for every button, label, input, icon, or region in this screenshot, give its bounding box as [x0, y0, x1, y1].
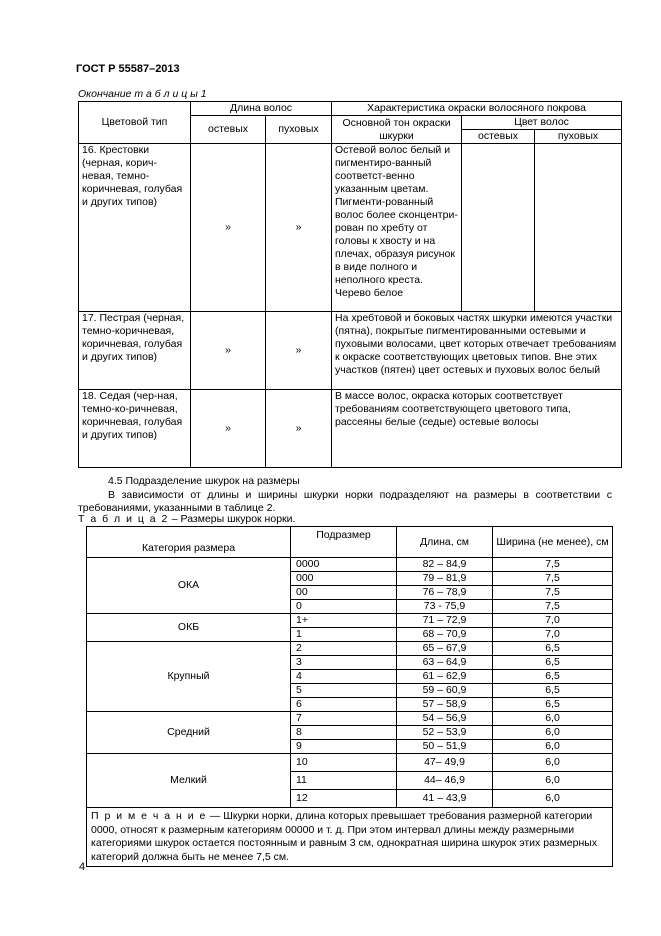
table1 [78, 101, 622, 468]
table2-caption [78, 513, 295, 525]
size-row [87, 712, 613, 726]
subsize-cell: 8 [291, 726, 397, 740]
header-base-tone: Основной тон окраски шкурки [332, 116, 462, 144]
width-cell: 7,5 [493, 600, 613, 614]
subsize-cell: 2 [291, 642, 397, 656]
size-category: ОКБ [87, 614, 291, 642]
length-cell: 59 – 60,9 [397, 684, 493, 698]
header-hair-color: Цвет волос [462, 116, 622, 130]
length-cell: 61 – 62,9 [397, 670, 493, 684]
table1-caption: Окончание т а б л и ц ы 1 [78, 88, 207, 100]
header-width: Ширина (не менее), см [493, 527, 613, 558]
length-cell: 57 – 58,9 [397, 698, 493, 712]
table2-note [87, 808, 613, 867]
section-heading: 4.5 Подразделение шкурок на размеры [108, 475, 300, 487]
row18-down: » [266, 390, 332, 468]
length-cell: 79 – 81,9 [397, 572, 493, 586]
subsize-cell: 3 [291, 656, 397, 670]
subsize-cell: 12 [291, 790, 397, 808]
subsize-cell: 6 [291, 698, 397, 712]
width-cell: 6,0 [493, 726, 613, 740]
row16-desc: Остевой волос белый и пигментиро-ванный соответст-венно указанным цветам. Пигменти-рованный волос более сконцентри-рован по хребту от головы к хвосту и на плечах, образуя рисунок в виде полного и неполного креста. Черево белое [332, 144, 462, 312]
width-cell: 6,5 [493, 642, 613, 656]
length-cell: 41 – 43,9 [397, 790, 493, 808]
length-cell: 54 – 56,9 [397, 712, 493, 726]
size-category: Средний [87, 712, 291, 754]
length-cell: 50 – 51,9 [397, 740, 493, 754]
width-cell: 6,0 [493, 772, 613, 790]
row16-guard-color [462, 144, 535, 312]
length-cell: 47– 49,9 [397, 754, 493, 772]
size-category: ОКА [87, 558, 291, 614]
subsize-cell: 1 [291, 628, 397, 642]
width-cell: 6,5 [493, 684, 613, 698]
subsize-cell: 5 [291, 684, 397, 698]
length-cell: 71 – 72,9 [397, 614, 493, 628]
width-cell: 7,0 [493, 614, 613, 628]
width-cell: 6,5 [493, 670, 613, 684]
page-number: 4 [79, 861, 86, 873]
width-cell: 7,5 [493, 572, 613, 586]
header-coloring: Характеристика окраски волосяного покрова [332, 102, 622, 116]
width-cell: 6,5 [493, 656, 613, 670]
size-row [87, 642, 613, 656]
subsize-cell: 000 [291, 572, 397, 586]
row18-guard: » [191, 390, 266, 468]
header-subsize: Подразмер [291, 527, 397, 558]
subsize-cell: 00 [291, 586, 397, 600]
row16-guard: » [191, 144, 266, 312]
header-hair-length: Длина волос [191, 102, 332, 116]
row16-type: 16. Крестовки (черная, корич-невая, темно-коричневая, голубая и других типов) [79, 144, 191, 312]
width-cell: 6,0 [493, 740, 613, 754]
row16-down: » [266, 144, 332, 312]
table2-caption-label: Т а б л и ц а 2 [78, 513, 169, 525]
header-down: пуховых [266, 116, 332, 144]
table2 [86, 526, 613, 867]
size-category: Крупный [87, 642, 291, 712]
note-label: П р и м е ч а н и е [91, 810, 207, 822]
size-row [87, 754, 613, 772]
subsize-cell: 9 [291, 740, 397, 754]
length-cell: 73 - 75,9 [397, 600, 493, 614]
row17-down: » [266, 312, 332, 390]
size-row [87, 558, 613, 572]
header-color-type: Цветовой тип [79, 102, 191, 144]
header-length: Длина, см [397, 527, 493, 558]
width-cell: 7,0 [493, 628, 613, 642]
subsize-cell: 1+ [291, 614, 397, 628]
document-header: ГОСТ Р 55587–2013 [76, 63, 180, 75]
size-category: Мелкий [87, 754, 291, 808]
size-row [87, 614, 613, 628]
section-paragraph: В зависимости от длины и ширины шкурки норки подразделяют на размеры в соответствии с требованиями, указанными в таблице 2. [78, 489, 612, 514]
row17-desc: На хребтовой и боковых частях шкурки имеются участки (пятна), покрытые пигментированными остевыми и пуховыми волосами, цвет которых отвечает требованиям к окраске соответствующих цветовых типов. Вне этих участков (пятен) цвет остевых и пуховых волос белый [332, 312, 622, 390]
length-cell: 82 – 84,9 [397, 558, 493, 572]
header-guard: остевых [191, 116, 266, 144]
subsize-cell: 0000 [291, 558, 397, 572]
subsize-cell: 10 [291, 754, 397, 772]
length-cell: 65 – 67,9 [397, 642, 493, 656]
width-cell: 7,5 [493, 586, 613, 600]
length-cell: 63 – 64,9 [397, 656, 493, 670]
subsize-cell: 11 [291, 772, 397, 790]
row17-type: 17. Пестрая (черная, темно-коричневая, коричневая, голубая и других типов) [79, 312, 191, 390]
header-guard-color: остевых [462, 130, 535, 144]
note-text: — Шкурки норки, длина которых превышает требования размерной категории 0000, относят к размерным категориям 00000 и т. д. При этом интервал длины между размерными категориями шкурок остается постоянным и равным 3 см, однократная ширина шкурок этих размерных категорий должна быть не менее 7,5 см. [91, 810, 598, 863]
subsize-cell: 0 [291, 600, 397, 614]
width-cell: 6,0 [493, 790, 613, 808]
width-cell: 6,0 [493, 712, 613, 726]
table2-caption-text: – Размеры шкурок норки. [168, 513, 296, 525]
width-cell: 6,5 [493, 698, 613, 712]
length-cell: 52 – 53,9 [397, 726, 493, 740]
header-down-color: пуховых [535, 130, 622, 144]
subsize-cell: 7 [291, 712, 397, 726]
row17-guard: » [191, 312, 266, 390]
row18-desc: В массе волос, окраска которых соответствует требованиям соответствующего цветового типа, рассеяны белые (седые) остевые волосы [332, 390, 622, 468]
header-category: Категория размера [87, 527, 291, 558]
row16-down-color [535, 144, 622, 312]
subsize-cell: 4 [291, 670, 397, 684]
row18-type: 18. Седая (чер-ная, темно-ко-ричневая, коричневая, голубая и других типов) [79, 390, 191, 468]
length-cell: 76 – 78,9 [397, 586, 493, 600]
length-cell: 68 – 70,9 [397, 628, 493, 642]
width-cell: 6,0 [493, 754, 613, 772]
length-cell: 44– 46,9 [397, 772, 493, 790]
width-cell: 7,5 [493, 558, 613, 572]
